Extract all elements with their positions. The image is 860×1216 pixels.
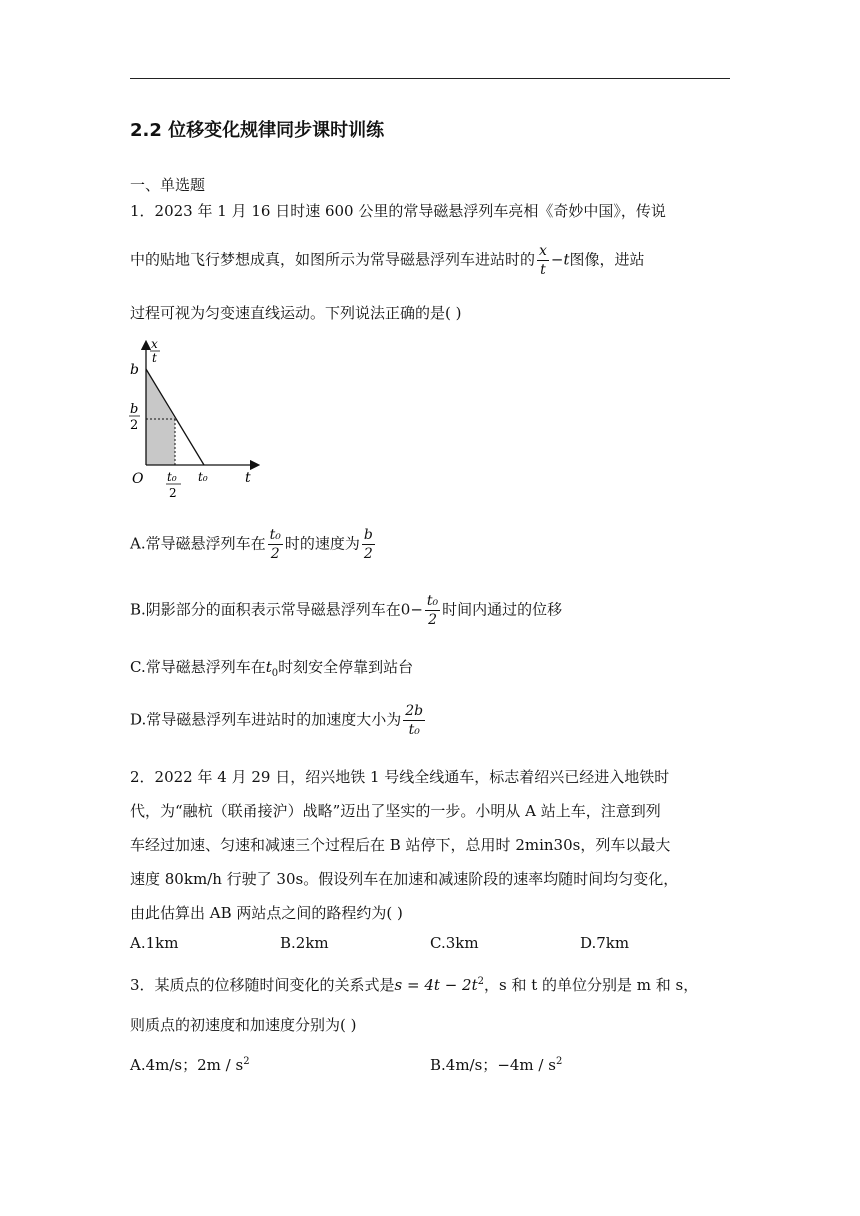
frac-den: t (540, 262, 546, 278)
frac-num: b (363, 527, 373, 543)
opt-b-pre: B.阴影部分的面积表示常导磁悬浮列车在 (130, 600, 401, 619)
q3-opt-b-pre: B.4m/s； (430, 1056, 498, 1074)
opt-a-frac2 (362, 528, 375, 561)
q2-line2: 代，为“融杭（联甬接沪）战略”迈出了坚实的一步。小明从 A 站上车，注意到列 (130, 802, 661, 820)
q3-option-b[interactable] (430, 1054, 562, 1075)
frac-num: x (539, 243, 547, 259)
q3-formula-sup: 2 (477, 976, 484, 987)
q1-line1: 1．2023 年 1 月 16 日时速 600 公里的常导磁悬浮列车亮相《奇妙中国》，传说 (130, 202, 666, 220)
header-rule (130, 78, 730, 79)
opt-d-pre: D.常导磁悬浮列车进站时的加速度大小为 (130, 710, 402, 729)
q1-line2-mid: −t (550, 250, 570, 269)
b-half-num: b (130, 402, 139, 417)
q1-option-b[interactable] (130, 594, 562, 627)
opt-c-t: t (265, 658, 272, 676)
q3-formula: s = 4t − 2t (394, 976, 478, 994)
b-half-den: 2 (130, 418, 139, 433)
frac-num: 2b (405, 703, 424, 719)
q3-opt-a-pre: A.4m/s； (130, 1056, 198, 1074)
q2-line1: 2．2022 年 4 月 29 日，绍兴地铁 1 号线全线通车，标志着绍兴已经进入地铁时 (130, 768, 670, 786)
page-title: 2.2 位移变化规律同步课时训练 (130, 120, 385, 141)
q1-line3: 过程可视为匀变速直线运动。下列说法正确的是( ) (130, 304, 462, 322)
q2-option-c[interactable]: C.3km (430, 934, 479, 952)
q1-line2-pre: 中的贴地飞行梦想成真，如图所示为常导磁悬浮列车进站时的 (130, 250, 536, 269)
frac-num: t₀ (269, 527, 281, 543)
opt-c-post: 时刻安全停靠到站台 (278, 658, 414, 676)
opt-a-frac1 (268, 528, 283, 561)
q1-line2-post: 图像，进站 (569, 250, 645, 269)
q2-line4: 速度 80km/h 行驶了 30s。假设列车在加速和减速阶段的速率均随时间均匀变化， (130, 870, 679, 888)
q2-option-d[interactable]: D.7km (580, 934, 630, 952)
y-axis-label-den: t (152, 351, 157, 365)
q3-option-a[interactable] (130, 1054, 250, 1075)
frac-den: t₀ (408, 722, 420, 738)
q3-line2: 则质点的初速度和加速度分别为( ) (130, 1016, 357, 1034)
frac-num: t₀ (426, 593, 439, 609)
q2-option-b[interactable]: B.2km (280, 934, 329, 952)
q3-opt-b-sup: 2 (555, 1056, 563, 1067)
frac-den: 2 (270, 546, 280, 562)
frac-den: 2 (428, 612, 437, 628)
q3-line1 (130, 974, 698, 995)
opt-a-pre: A.常导磁悬浮列车在 (130, 534, 266, 553)
b-label: b (130, 362, 139, 378)
q3-line1-pre: 3．某质点的位移随时间变化的关系式是 (130, 976, 395, 994)
q2-option-a[interactable]: A.1km (130, 934, 179, 952)
section-heading: 一、单选题 (130, 176, 206, 194)
opt-c-pre: C.常导磁悬浮列车在 (130, 658, 266, 676)
opt-c-sub: 0 (271, 668, 279, 679)
q3-line1-post: ，s 和 t 的单位分别是 m 和 s， (483, 976, 699, 994)
t0-label: t₀ (198, 470, 208, 484)
opt-b-frac (425, 594, 440, 627)
q2-line3: 车经过加速、匀速和减速三个过程后在 B 站停下，总用时 2min30s，列车以最大 (130, 836, 671, 854)
q3-opt-b-val: −4m / s (497, 1056, 556, 1074)
opt-b-post: 时间内通过的位移 (442, 600, 563, 619)
q1-option-d[interactable] (130, 704, 427, 737)
q3-opt-a-val: 2m / s (197, 1056, 244, 1074)
t-label: t (245, 470, 251, 486)
q1-line2 (130, 244, 645, 277)
t-half-den: 2 (169, 486, 177, 500)
q1-option-c[interactable] (130, 656, 413, 679)
shaded-area (146, 369, 175, 465)
q1-option-a[interactable] (130, 528, 377, 561)
frac-den: 2 (363, 546, 373, 562)
origin-label: O (132, 471, 144, 487)
q2-line5: 由此估算出 AB 两站点之间的路程约为( ) (130, 904, 403, 922)
opt-b-zero: 0− (400, 600, 423, 619)
xt-t-graph (125, 335, 265, 500)
opt-d-frac (403, 704, 425, 737)
opt-a-mid: 时的速度为 (284, 534, 360, 553)
q3-opt-a-sup: 2 (243, 1056, 250, 1067)
q1-x-over-t (537, 244, 549, 277)
t-half-num: t₀ (167, 470, 177, 484)
y-axis-label-num: x (151, 337, 158, 351)
